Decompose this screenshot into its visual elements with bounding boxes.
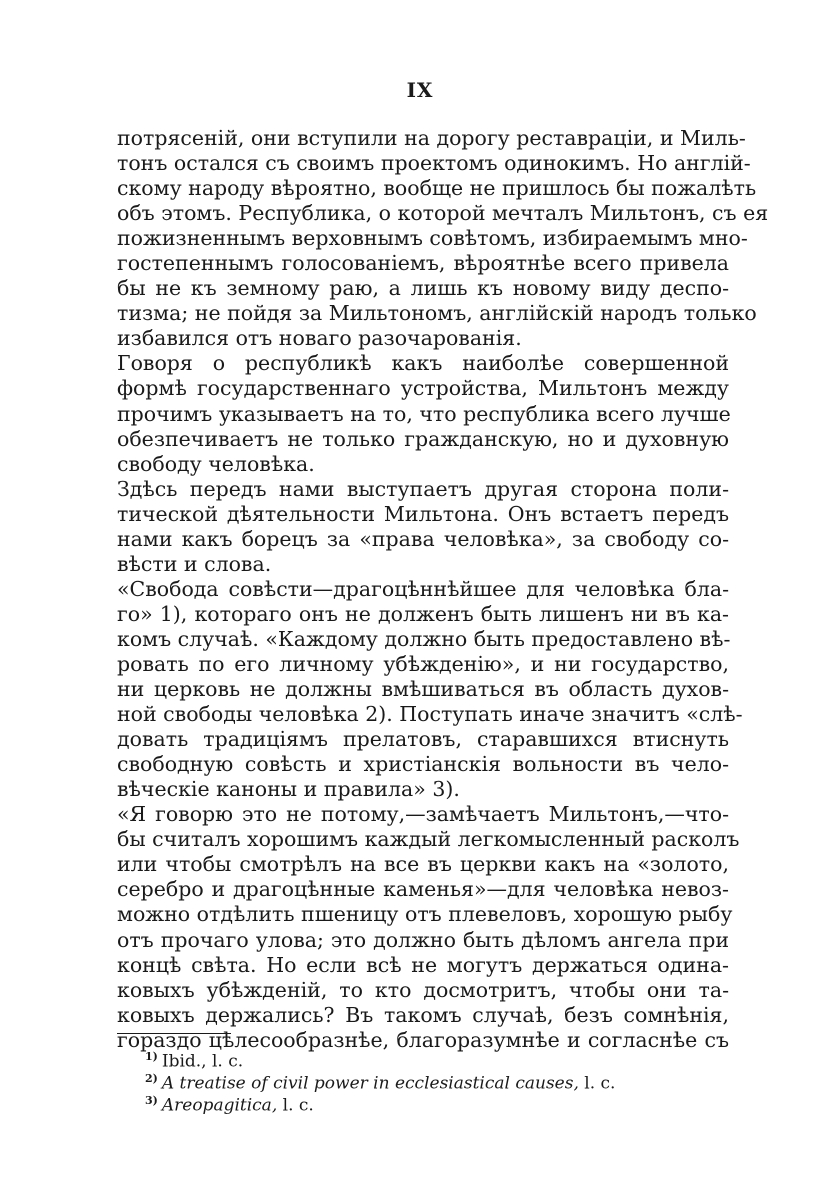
- footnote-divider: [117, 1033, 231, 1034]
- text-line: довать традиціямъ прелатовъ, старавшихся втиснуть: [117, 727, 729, 752]
- text-line: вѣсти и слова.: [117, 551, 272, 576]
- text-line: бы не къ земному раю, а лишь къ новому виду деспо-: [117, 276, 729, 301]
- text-line: вѣческіе каноны и правила» 3).: [117, 777, 460, 802]
- footnote-text: l. c.: [578, 1073, 616, 1094]
- text-line: пожизненнымъ верховнымъ совѣтомъ, избираемымъ мно-: [117, 226, 748, 251]
- text-line: «Я говорю это не потому,—замѣчаетъ Мильтонъ,—что-: [117, 802, 729, 827]
- text-line: концѣ свѣта. Но если всѣ не могутъ держаться одина-: [117, 952, 729, 977]
- text-line: ровать по его личному убѣжденію», и ни государство,: [117, 651, 729, 676]
- text-line: нами какъ борецъ за «права человѣка», за свободу со-: [117, 526, 729, 551]
- footnote-title: A treatise of civil power in ecclesiastical causes,: [161, 1073, 579, 1094]
- footnote-marker: 1): [145, 1050, 158, 1063]
- text-line: гостепеннымъ голосованіемъ, вѣроятнѣе всего привела: [117, 251, 729, 276]
- page-number: IX: [406, 78, 434, 102]
- text-line: Здѣсь передъ нами выступаетъ другая сторона поли-: [117, 476, 729, 501]
- text-line: серебро и драгоцѣнные каменья»—для человѣка невоз-: [117, 877, 729, 902]
- text-line: «Свобода совѣсти—драгоцѣннѣйшее для человѣка бла-: [117, 576, 729, 601]
- text-line: тонъ остался съ своимъ проектомъ одинокимъ. Но англій-: [117, 151, 751, 176]
- text-line: формѣ государственнаго устройства, Мильтонъ между: [117, 376, 729, 401]
- text-line: или чтобы смотрѣлъ на все въ церкви какъ на «золото,: [117, 852, 729, 877]
- text-line: отъ прочаго улова; это должно быть дѣломъ ангела при: [117, 927, 729, 952]
- text-line: скому народу вѣроятно, вообще не пришлось бы пожалѣть: [117, 176, 757, 201]
- text-line: объ этомъ. Республика, о которой мечталъ Мильтонъ, съ ея: [117, 201, 769, 226]
- footnote-text: Ibid., l. c.: [161, 1051, 244, 1072]
- footnote: [145, 1068, 705, 1094]
- text-line: свободную совѣсть и христіанскія вольности въ чело-: [117, 752, 729, 777]
- text-line: можно отдѣлить пшеницу отъ плевеловъ, хорошую рыбу: [117, 902, 733, 927]
- text-line: го» 1), котораго онъ не долженъ быть лишенъ ни въ ка-: [117, 601, 729, 626]
- footnote: [145, 1046, 705, 1072]
- text-line: гораздо цѣлесообразнѣе, благоразумнѣе и согласнѣе съ: [117, 1027, 729, 1052]
- text-line: потрясеній, они вступили на дорогу реставраціи, и Миль-: [117, 126, 746, 150]
- footnote-marker: 2): [145, 1072, 158, 1085]
- body-text: [117, 126, 769, 1053]
- text-line: ковыхъ держались? Въ такомъ случаѣ, безъ сомнѣнія,: [117, 1002, 729, 1027]
- footnote-title: Areopagitica,: [161, 1095, 278, 1116]
- text-line: тической дѣятельности Мильтона. Онъ встаетъ передъ: [117, 501, 729, 526]
- text-line: избавился отъ новаго разочарованія.: [117, 326, 522, 351]
- text-line: прочимъ указываетъ на то, что республика всего лучше: [117, 401, 731, 426]
- footnotes: [145, 1046, 705, 1116]
- footnote-marker: 3): [145, 1094, 158, 1107]
- text-line: ной свободы человѣка 2). Поступать иначе значитъ «слѣ-: [117, 702, 743, 727]
- text-line: свободу человѣка.: [117, 451, 315, 476]
- text-line: тизма; не пойдя за Мильтономъ, англійскій народъ только: [117, 301, 757, 326]
- text-line: обезпечиваетъ не только гражданскую, но и духовную: [117, 426, 729, 451]
- text-line: ни церковь не должны вмѣшиваться въ область духов-: [117, 677, 729, 702]
- text-line: бы считалъ хорошимъ каждый легкомысленный расколъ: [117, 827, 740, 852]
- text-line: комъ случаѣ. «Каждому должно быть предоставлено вѣ-: [117, 626, 731, 651]
- footnote-text: l. c.: [277, 1095, 314, 1116]
- text-line: Говоря о республикѣ какъ наиболѣе совершенной: [117, 351, 729, 376]
- text-line: ковыхъ убѣжденій, то кто досмотритъ, чтобы они та-: [117, 977, 729, 1002]
